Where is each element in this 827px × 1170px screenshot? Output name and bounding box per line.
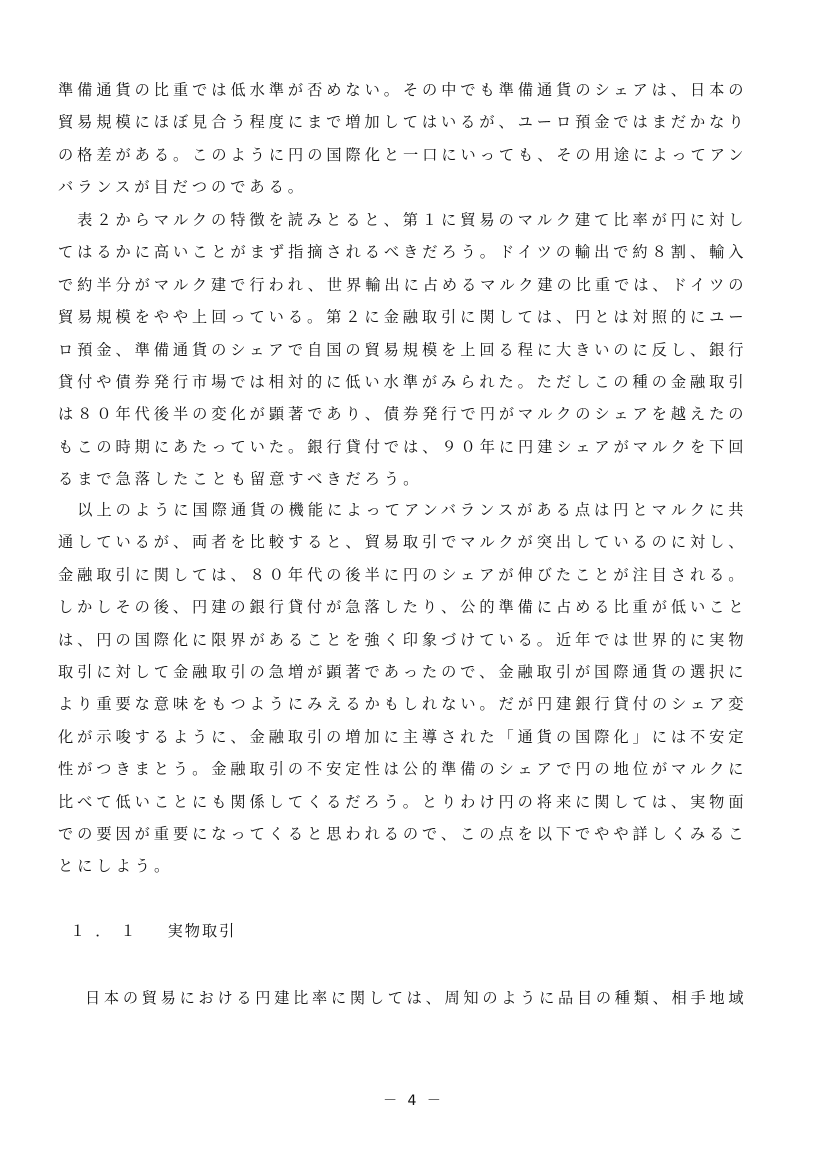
section-number: １．１ — [70, 922, 146, 940]
text-line: での要因が重要になってくると思われるので、この点を以下でやや詳しくみるこ — [58, 824, 744, 843]
text-line: 準備通貨の比重では低水準が否めない。その中でも準備通貨のシェアは、日本の — [58, 81, 744, 99]
text-line: 化が示唆するように、金融取引の増加に主導された「通貨の国際化」には不安定 — [58, 727, 744, 746]
text-line: 日本の貿易における円建比率に関しては、周知のように品目の種類、相手地域 — [85, 989, 744, 1007]
text-line: しかしその後、円建の銀行貸付が急落したり、公的準備に占める比重が低いこと — [58, 598, 745, 617]
text-line: の格差がある。このように円の国際化と一口にいっても、その用途によってアン — [58, 145, 744, 164]
paragraph-reserve-currency — [58, 74, 744, 204]
text-line: 貸付や債券発行市場では相対的に低い水準がみられた。ただしこの種の金融取引 — [58, 372, 745, 391]
text-line: 金融取引に関しては、８０年代の後半に円のシェアが伸びたことが注目される。 — [58, 565, 744, 584]
text-line: 性がつきまとう。金融取引の不安定性は公的準備のシェアで円の地位がマルクに — [58, 760, 744, 779]
text-line: で約半分がマルク建で行われ、世界輸出に占めるマルク建の比重では、ドイツの — [58, 275, 744, 294]
text-line: てはるかに高いことがまず指摘されるべきだろう。ドイツの輸出で約８割、輸入 — [58, 243, 744, 262]
text-line: 貿易規模をやや上回っている。第２に金融取引に関しては、円とは対照的にユー — [58, 308, 745, 327]
text-line: とにしよう。 — [58, 857, 174, 876]
text-line: 比べて低いことにも関係してくるだろう。とりわけ円の将来に関しては、実物面 — [58, 792, 744, 811]
text-line: 表２からマルクの特徴を読みとると、第１に貿易のマルク建て比率が円に対し — [58, 211, 744, 229]
text-line: バランスが目だつのである。 — [58, 178, 307, 197]
text-line: より重要な意味をもつようにみえるかもしれない。だが円建銀行貸付のシェア変 — [58, 695, 744, 714]
text-line: 以上のように国際通貨の機能によってアンバランスがある点は円とマルクに共 — [58, 501, 744, 519]
text-line: ロ預金、準備通貨のシェアで自国の貿易規模を上回る程に大きいのに反し、銀行 — [58, 340, 744, 359]
paragraph-mark-features — [58, 204, 744, 496]
text-line: 取引に対して金融取引の急増が顕著であったので、金融取引が国際通貨の選択に — [58, 662, 744, 681]
text-line: は８０年代後半の変化が顕著であり、債券発行で円がマルクのシェアを越えたの — [58, 405, 744, 424]
section-title: 実物取引 — [167, 922, 237, 940]
text-line: もこの時期にあたっていた。銀行貸付では、９０年に円建シェアがマルクを下回 — [58, 437, 744, 456]
text-line: は、円の国際化に限界があることを強く印象づけている。近年では世界的に実物 — [58, 630, 745, 649]
text-line: るまで急落したことも留意すべきだろう。 — [58, 470, 423, 489]
text-line: 通しているが、両者を比較すると、貿易取引でマルクが突出しているのに対し、 — [58, 533, 744, 552]
section-heading — [70, 918, 236, 944]
paragraph-comparison — [58, 494, 744, 883]
page-number: － 4 － — [383, 1093, 444, 1109]
text-line: 貿易規模にほぼ見合う程度にまで増加してはいるが、ユーロ預金ではまだかなり — [58, 113, 744, 132]
paragraph-yen-trade-ratio — [85, 982, 744, 1014]
